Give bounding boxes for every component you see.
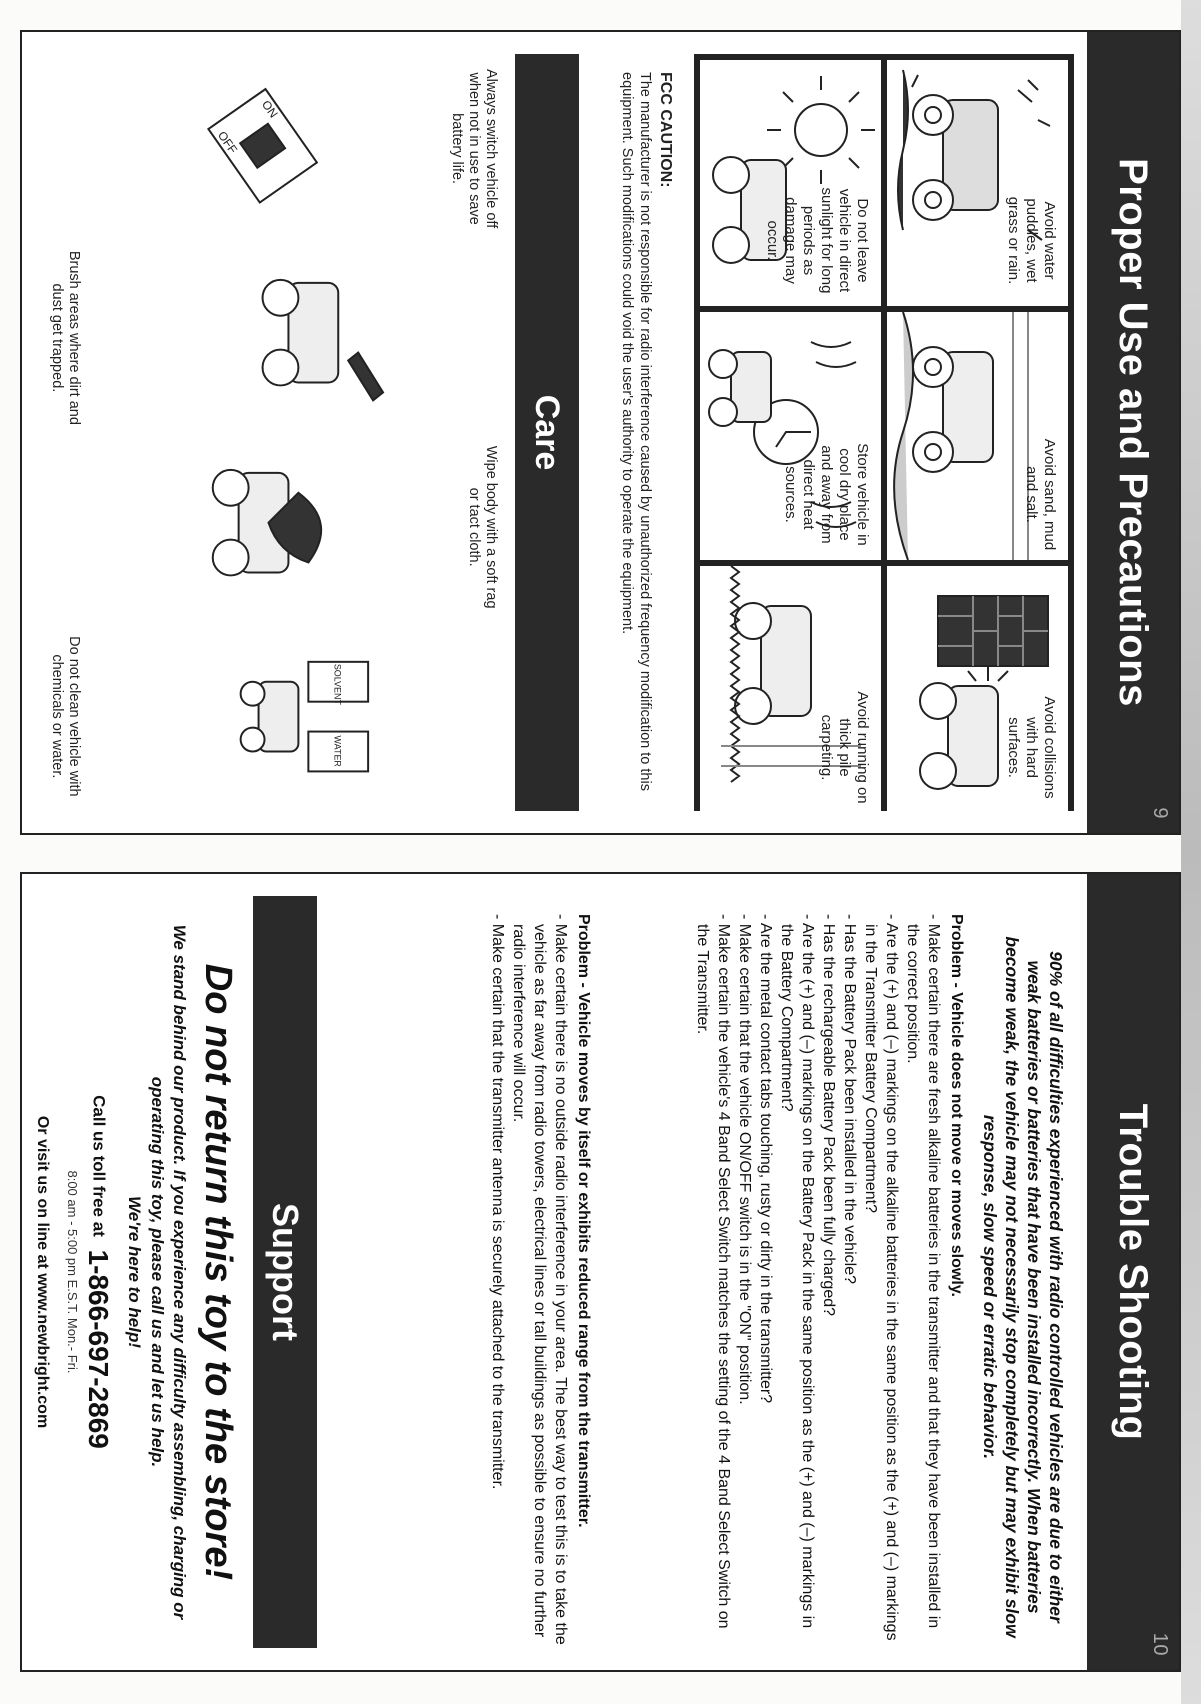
precaution-caption: Avoid running on thick pile carpeting.: [818, 691, 871, 804]
care-switch-off: [36, 54, 511, 243]
page-number-10: 10: [1149, 1632, 1171, 1656]
chemicals-icon: [36, 622, 511, 811]
support-hours: 8:00 am - 5:00 pm E.S.T. Mon.- Fri.: [65, 1170, 80, 1374]
phone-number[interactable]: 1-866-697-2869: [83, 1249, 114, 1449]
precautions-grid: [694, 54, 1074, 811]
precaution-caption: Avoid sand, mud and salt.: [1023, 438, 1058, 551]
rag-icon: [36, 433, 511, 622]
problem-item: - Are the (+) and (–) markings on the Battery Pack in the same position as the (+) and (–) markings in the Battery Compartment?: [778, 914, 816, 1629]
problem-item: - Make certain there are fresh alkaline batteries in the transmitter and that they have been installed in the correct position.: [904, 914, 942, 1629]
care-caption: Always switch vehicle off when not in use to save battery life.: [449, 68, 499, 229]
problem-item: - Has the Battery Pack been installed in the vehicle?: [841, 914, 858, 1284]
trouble-shooting-title: Trouble Shooting: [1111, 1103, 1156, 1441]
switch-on-label: ON: [258, 97, 281, 121]
fcc-heading: FCC CAUTION:: [657, 72, 674, 188]
precaution-water: [887, 60, 1068, 306]
water-label: WATER: [332, 735, 343, 767]
call-label: Call us toll free at: [89, 1095, 109, 1237]
precaution-caption: Avoid collisions with hard surfaces.: [1005, 696, 1058, 799]
precaution-sunlight: [700, 60, 881, 306]
page-number-9: 9: [1149, 807, 1171, 819]
switch-off-label: OFF: [214, 128, 241, 157]
support-tagline: We're here to help!: [125, 1195, 144, 1349]
website-line[interactable]: Or visit us on line at www.newbright.com: [34, 1115, 51, 1429]
problem-item: - Are the (+) and (–) markings on the alkaline batteries in the same position as the (+) and (–) markings in the Transmitter Battery Compartment?: [862, 914, 900, 1641]
problem-item: - Make certain the vehicle's 4 Band Select Switch matches the setting of the 4 Band Select Switch on the Transmitter.: [694, 914, 732, 1629]
trouble-shooting-page: [20, 872, 1181, 1672]
support-section: [33, 914, 239, 1630]
precaution-caption: Avoid water puddles, wet grass or rain.: [1005, 196, 1058, 285]
care-title-bar: [515, 54, 579, 811]
problem-item: - Make certain that the transmitter antenna is securely attached to the transmitter.: [489, 914, 506, 1490]
problem-heading: Problem - Vehicle does not move or moves slowly.: [948, 914, 965, 1297]
care-wipe: [36, 433, 511, 622]
scanner-edge: [1181, 0, 1201, 1704]
problem-block-2: [487, 914, 594, 1646]
care-title: Care: [528, 394, 567, 471]
problem-item: - Are the metal contact tabs touching, rusty or dirty in the transmitter?: [757, 914, 774, 1404]
care-caption: Wipe body with a soft rag or tact cloth.: [466, 445, 499, 609]
precaution-collision: [887, 566, 1068, 813]
support-title: Support: [265, 1203, 306, 1341]
brush-icon: [36, 243, 511, 432]
precaution-carpet: [700, 566, 881, 813]
problem-heading: Problem - Vehicle moves by itself or exhibits reduced range from the transmitter.: [575, 914, 592, 1528]
problem-list: [487, 914, 571, 1646]
trouble-shooting-title-bar: [1087, 874, 1179, 1670]
trouble-shooting-intro: 90% of all difficulties experienced with radio controlled vehicles are due to either weak batteries or batteries that have been installed incorrectly. When batteries become weak, the vehicle may not necessarily stop completely but may exhibit slow response, slow speed or erratic behavior.: [980, 936, 1066, 1638]
solvent-label: SOLVENT: [332, 663, 343, 705]
care-caption: Do not clean vehicle with chemicals or water.: [49, 636, 82, 797]
precaution-caption: Do not leave vehicle in direct sunlight for long periods as damage may occur.: [764, 187, 871, 294]
precautions-title: Proper Use and Precautions: [1111, 158, 1156, 707]
problem-list: [692, 914, 944, 1646]
problem-block-1: [692, 914, 967, 1646]
care-caption: Brush areas where dirt and dust get trapped.: [49, 250, 82, 425]
fcc-caution: [618, 72, 674, 793]
fcc-text: The manufacturer is not responsible for radio interference caused by unauthorized frequency modification to this equipment. Such modifications could void the user's authority to operate the equipment.: [619, 72, 653, 791]
precaution-storage: [700, 312, 881, 560]
precautions-title-bar: [1087, 32, 1179, 833]
proper-use-page: [20, 30, 1181, 835]
care-grid: [36, 54, 511, 811]
problem-item: - Make certain that the vehicle ON/OFF switch is in the "ON" position.: [736, 914, 753, 1405]
support-text: We stand behind our product. If you experience any difficulty assembling, charging or operating this toy, please call us and let us help.: [148, 924, 189, 1620]
on-off-switch-icon: [36, 54, 511, 243]
problem-item: - Make certain there is no outside radio interference in your area. The best way to test this is to take the vehicle as far away from radio towers, electrical lines or tall buildings as possible to ensure no further radio interference will occur.: [510, 914, 569, 1645]
support-headline: Do not return this toy to the store!: [197, 963, 239, 1581]
precaution-sand: [887, 312, 1068, 560]
precaution-caption: Store vehicle in cool dry place and away from direct heat sources.: [782, 443, 871, 546]
support-title-bar: [253, 896, 317, 1648]
problem-item: - Has the rechargeable Battery Pack been fully charged?: [820, 914, 837, 1317]
call-line: [82, 914, 114, 1630]
care-no-chemicals: [36, 622, 511, 811]
care-brush: [36, 243, 511, 432]
